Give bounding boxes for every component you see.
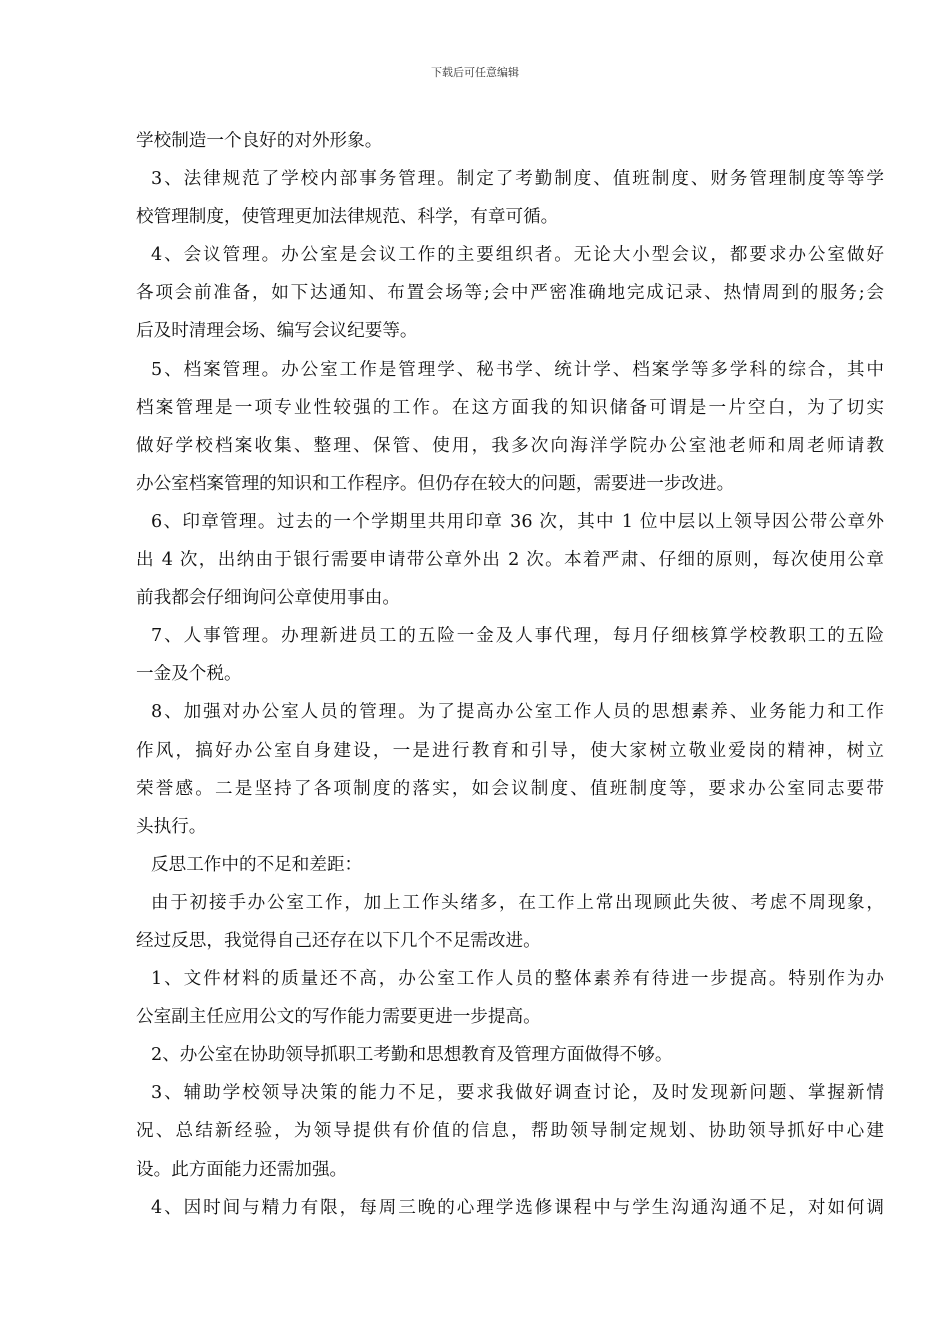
text-line: 由于初接手办公室工作，加上工作头绪多，在工作上常出现顾此失彼、考虑不周现象，: [151, 892, 884, 913]
document-body: [136, 122, 884, 1227]
text-line: 一金及个税。: [136, 664, 242, 685]
text-line: 6、印章管理。过去的一个学期里共用印章 36 次，其中 1 位中层以上领导因公带公章外: [151, 511, 884, 532]
text-line: 档案管理是一项专业性较强的工作。在这方面我的知识储备可谓是一片空白，为了切实: [136, 397, 884, 418]
text-line: 学校制造一个良好的对外形象。: [136, 131, 383, 151]
text-line: 荣誉感。二是坚持了各项制度的落实，如会议制度、值班制度等，要求办公室同志要带: [136, 778, 884, 799]
text-line: 1、文件材料的质量还不高，办公室工作人员的整体素养有待进一步提高。特别作为办: [151, 969, 884, 990]
text-line: 2、办公室在协助领导抓职工考勤和思想教育及管理方面做得不够。: [151, 1045, 673, 1066]
text-line: 头执行。: [136, 816, 207, 837]
text-line: 各项会前准备，如下达通知、布置会场等;会中严密准确地完成记录、热情周到的服务;会: [136, 283, 884, 304]
text-line: 作风，搞好办公室自身建设，一是进行教育和引导，使大家树立敬业爱岗的精神，树立: [136, 740, 884, 761]
text-line: 3、法律规范了学校内部事务管理。制定了考勤制度、值班制度、财务管理制度等等学: [151, 169, 884, 190]
text-line: 4、会议管理。办公室是会议工作的主要组织者。无论大小型会议，都要求办公室做好: [151, 245, 884, 266]
text-line: 况、总结新经验，为领导提供有价值的信息，帮助领导制定规划、协助领导抓好中心建: [136, 1121, 884, 1142]
text-line: 后及时清理会场、编写会议纪要等。: [136, 321, 418, 342]
text-line: 3、辅助学校领导决策的能力不足，要求我做好调查讨论，及时发现新问题、掌握新情: [151, 1083, 884, 1104]
text-line: 设。此方面能力还需加强。: [136, 1159, 348, 1180]
text-line: 做好学校档案收集、整理、保管、使用，我多次向海洋学院办公室池老师和周老师请教: [136, 435, 884, 456]
text-line: 前我都会仔细询问公章使用事由。: [136, 588, 400, 609]
page-header: 下载后可任意编辑: [431, 66, 519, 79]
text-line: 5、档案管理。办公室工作是管理学、秘书学、统计学、档案学等多学科的综合，其中: [151, 359, 884, 380]
text-line: 经过反思，我觉得自己还存在以下几个不足需改进。: [136, 930, 541, 951]
text-line: 8、加强对办公室人员的管理。为了提高办公室工作人员的思想素养、业务能力和工作: [151, 702, 884, 723]
text-line: 7、人事管理。办理新进员工的五险一金及人事代理，每月仔细核算学校教职工的五险: [151, 626, 884, 647]
text-line: 4、因时间与精力有限，每周三晚的心理学选修课程中与学生沟通沟通不足，对如何调: [151, 1197, 884, 1218]
text-line: 公室副主任应用公文的写作能力需要更进一步提高。: [136, 1007, 541, 1028]
text-line: 办公室档案管理的知识和工作程序。但仍存在较大的问题，需要进一步改进。: [136, 473, 735, 494]
text-line: 出 4 次，出纳由于银行需要申请带公章外出 2 次。本着严肃、仔细的原则，每次使用公章: [136, 550, 884, 571]
text-line: 反思工作中的不足和差距：: [151, 854, 363, 875]
text-line: 校管理制度，使管理更加法律规范、科学，有章可循。: [136, 207, 559, 228]
